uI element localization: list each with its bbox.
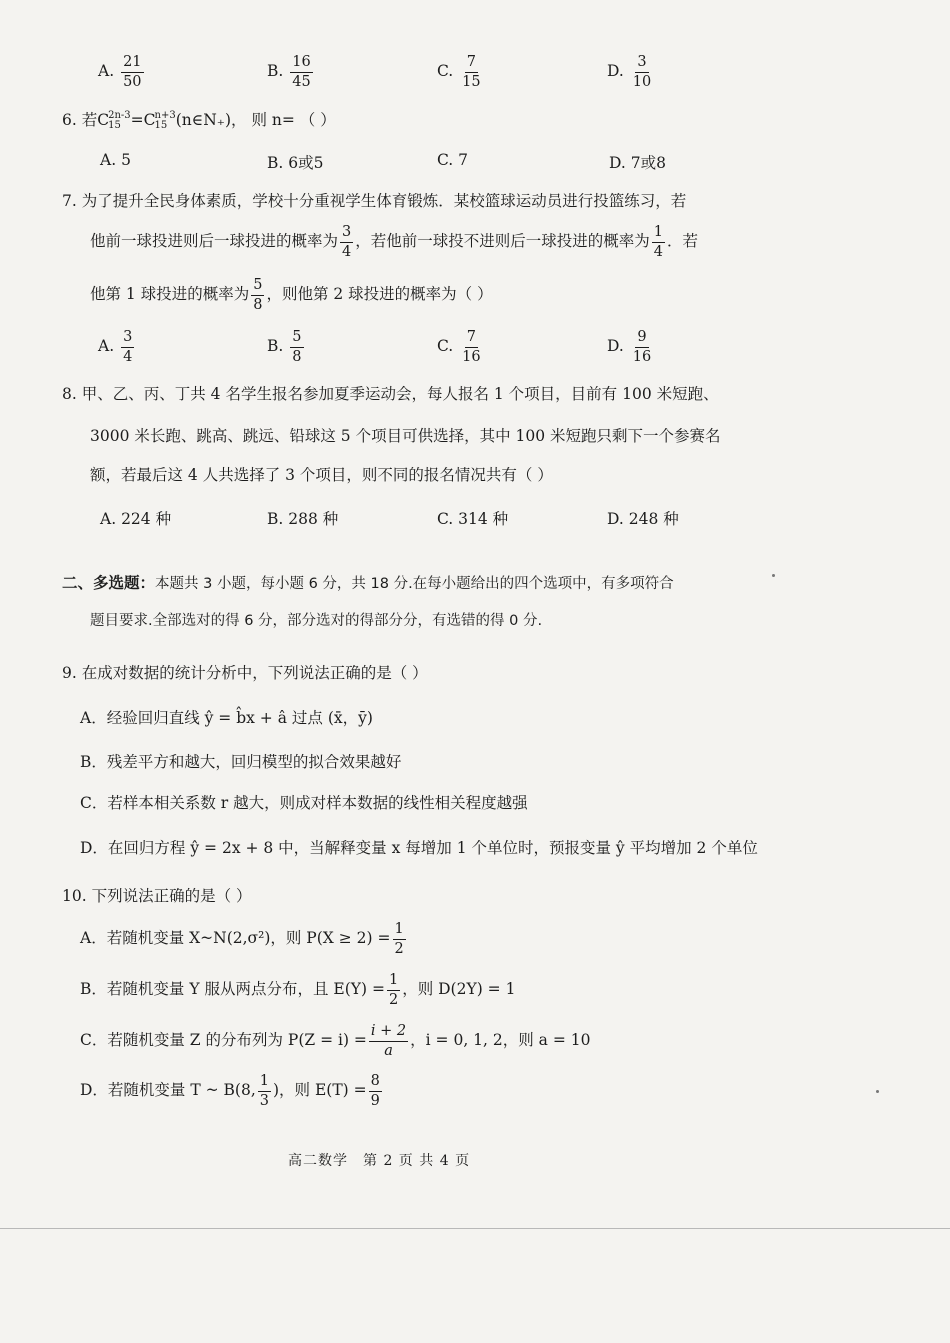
page-footer: 高二数学 第 2 页 共 4 页 [288, 1153, 471, 1169]
question-7-line-1: 7. 为了提升全民身体素质，学校十分重视学生体育锻炼．某校篮球运动员进行投篮练习，若 [62, 192, 687, 210]
q8-option-a: A. 224 种 [100, 510, 172, 528]
q7-option-b: B. $\frac{5}{8}$ [267, 329, 302, 365]
fraction: $\frac{8}{9}$ [370, 1073, 380, 1109]
q9-option-a: A．经验回归直线 ŷ = b̂x + â 过点 (x̄，ȳ) [80, 709, 373, 727]
fraction: $\frac{5}{8}$ [253, 277, 263, 313]
fraction: $\frac{1}{2}$ [388, 972, 399, 1008]
fraction: $\frac{7}{15}$ [462, 54, 481, 90]
fraction: $\frac{16}{45}$ [292, 54, 311, 90]
q5-option-d: D. $\frac{3}{10}$ [607, 54, 652, 90]
q8-option-c: C. 314 种 [437, 510, 509, 528]
q6-option-d: D. 7或8 [609, 154, 666, 172]
question-8-line-3: 额，若最后这 4 人共选择了 3 个项目，则不同的报名情况共有（ ） [90, 466, 553, 484]
question-8-line-1: 8. 甲、乙、丙、丁共 4 名学生报名参加夏季运动会，每人报名 1 个项目，目前有 100 米短跑、 [62, 385, 719, 403]
question-6-stem: 6. 若C 2n-3 15 =C n+3 15 (n∈N₊)， 则 n= （ ） [62, 110, 336, 131]
section-2-instructions: 题目要求.全部选对的得 6 分，部分选对的得部分分，有选错的得 0 分. [90, 613, 543, 629]
fraction: $\frac{9}{16}$ [632, 329, 652, 365]
fraction: $\frac{3}{4}$ [342, 224, 352, 260]
q6-option-b: B. 6或5 [267, 154, 324, 172]
q9-option-b: B．残差平方和越大，回归模型的拟合效果越好 [80, 753, 402, 771]
question-7-line-3: 他第 1 球投进的概率为 $\frac{5}{8}$ ，则他第 2 球投进的概率为（ ） [90, 277, 493, 313]
page-bottom-edge [0, 1228, 950, 1229]
scan-speck [876, 1090, 879, 1093]
fraction: $\frac{3}{4}$ [123, 329, 133, 365]
q6-option-a: A. 5 [100, 151, 131, 169]
q5-option-b: B. $\frac{16}{45}$ [267, 54, 311, 90]
q6-option-c: C. 7 [437, 151, 469, 169]
combination-indices: n+3 15 [154, 110, 176, 131]
combination-indices: 2n-3 15 [108, 110, 131, 131]
q10-option-a: A．若随机变量 X~N(2,σ²)，则 P(X ≥ 2) = $\frac{1}{2}$ [80, 921, 404, 957]
q9-option-d: D．在回归方程 ŷ = 2x + 8 中，当解释变量 x 每增加 1 个单位时，预报变量 ŷ 平均增加 2 个单位 [80, 839, 758, 857]
scan-speck [772, 574, 775, 577]
q7-option-c: C. $\frac{7}{16}$ [437, 329, 481, 365]
fraction: $\frac{5}{8}$ [292, 329, 302, 365]
q5-option-c: C. $\frac{7}{15}$ [437, 54, 481, 90]
question-8-line-2: 3000 米长跑、跳高、跳远、铅球这 5 个项目可供选择，其中 100 米短跑只剩下一个参赛名 [90, 427, 721, 445]
fraction: $\frac{1}{2}$ [394, 921, 404, 957]
fraction: $\frac{7}{16}$ [462, 329, 481, 365]
fraction: $\frac{1}{3}$ [259, 1073, 269, 1109]
q9-option-c: C．若样本相关系数 r 越大，则成对样本数据的线性相关程度越强 [80, 794, 528, 812]
q5-option-a: A. $\frac{21}{50}$ [98, 54, 142, 90]
q7-option-d: D. $\frac{9}{16}$ [607, 329, 652, 365]
fraction: $\frac{21}{50}$ [123, 54, 142, 90]
q10-option-d: D．若随机变量 T ~ B(8, $\frac{1}{3}$ )，则 E(T) = $\frac{8}{9}$ [80, 1073, 380, 1109]
q10-option-c: C．若随机变量 Z 的分布列为 P(Z = i) = $\frac{i + 2}{a}$ ，i = 0, 1, 2，则 a = 10 [80, 1023, 591, 1059]
q8-option-d: D. 248 种 [607, 510, 679, 528]
q8-option-b: B. 288 种 [267, 510, 339, 528]
fraction: $\frac{i + 2}{a}$ [370, 1023, 407, 1059]
section-2-header: 二、多选题：本题共 3 小题，每小题 6 分，共 18 分.在每小题给出的四个选项中，有多项符合 [62, 573, 674, 592]
fraction: $\frac{3}{10}$ [632, 54, 652, 90]
question-10-stem: 10. 下列说法正确的是（ ） [62, 887, 252, 905]
q7-option-a: A. $\frac{3}{4}$ [98, 329, 133, 365]
question-9-stem: 9. 在成对数据的统计分析中，下列说法正确的是（ ） [62, 664, 428, 682]
q10-option-b: B．若随机变量 Y 服从两点分布，且 E(Y) = $\frac{1}{2}$ ，则 D(2Y) = 1 [80, 972, 516, 1008]
fraction: $\frac{1}{4}$ [653, 224, 663, 260]
question-7-line-2: 他前一球投进则后一球投进的概率为 $\frac{3}{4}$ ，若他前一球投不进则后一球投进的概率为 $\frac{1}{4}$ ．若 [90, 224, 699, 260]
